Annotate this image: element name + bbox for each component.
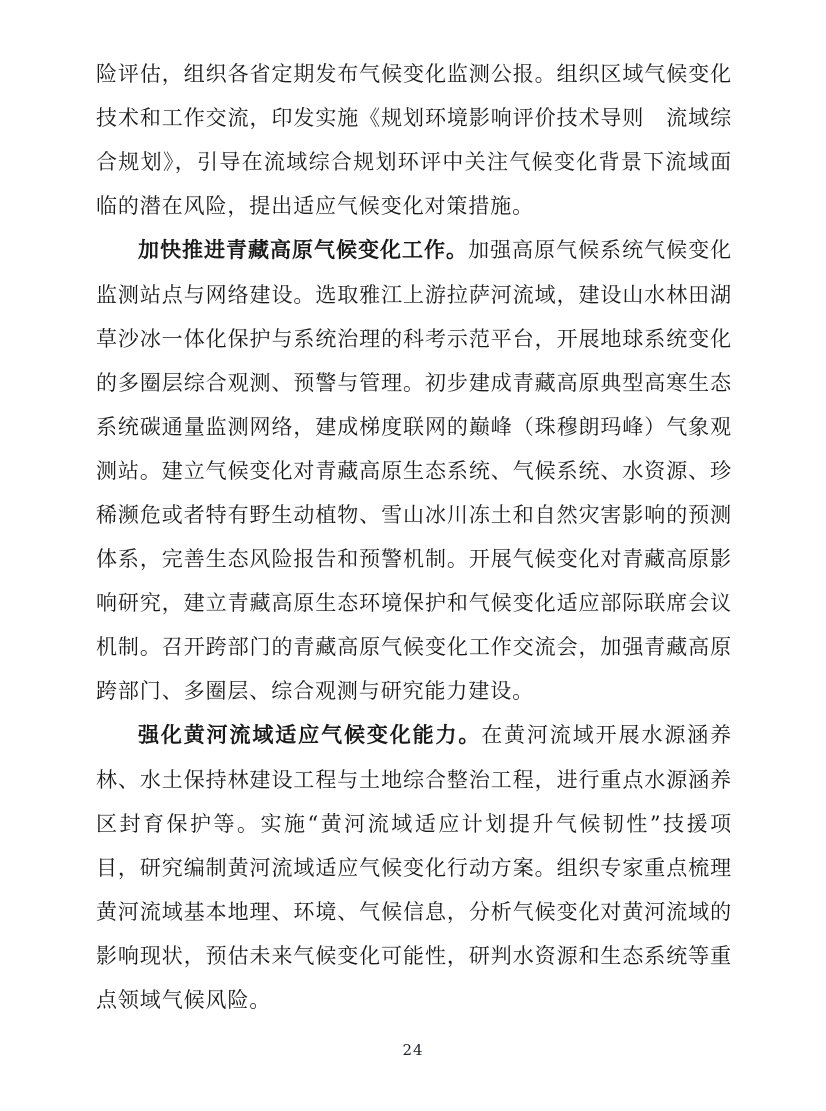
paragraph-lead-heading: 加快推进青藏高原气候变化工作。 xyxy=(138,239,469,262)
page-number: 24 xyxy=(402,1041,424,1059)
document-body xyxy=(96,52,732,1022)
page-footer xyxy=(0,1040,826,1059)
paragraph-text: 加强高原气候系统气候变化监测站点与网络建设。选取雅江上游拉萨河流域，建设山水林田湖草沙冰一体化保护与系统治理的科考示范平台，开展地球系统变化的多圈层综合观测、预警与管理。初步建成青藏高原典型高寒生态系统碳通量监测网络，建成梯度联网的巅峰（珠穆朗玛峰）气象观测站。建立气候变化对青藏高原生态系统、气候系统、水资源、珍稀濒危或者特有野生动植物、雪山冰川冻土和自然灾害影响的预测体系，完善生态风险报告和预警机制。开展气候变化对青藏高原影响研究，建立青藏高原生态环境保护和气候变化适应部际联席会议机制。召开跨部门的青藏高原气候变化工作交流会，加强青藏高原跨部门、多圈层、综合观测与研究能力建设。 xyxy=(96,238,732,703)
paragraph xyxy=(96,228,732,713)
paragraph xyxy=(96,52,732,228)
paragraph xyxy=(96,713,732,1022)
paragraph-text: 险评估，组织各省定期发布气候变化监测公报。组织区域气候变化技术和工作交流，印发实施《规划环境影响评价技术导则 流域综合规划》，引导在流域综合规划环评中关注气候变化背景下流域面临的潜在风险，提出适应气候变化对策措施。 xyxy=(96,62,732,218)
paragraph-text: 在黄河流域开展水源涵养林、水土保持林建设工程与土地综合整治工程，进行重点水源涵养区封育保护等。实施“黄河流域适应计划提升气候韧性”技援项目，研究编制黄河流域适应气候变化行动方案。组织专家重点梳理黄河流域基本地理、环境、气候信息，分析气候变化对黄河流域的影响现状，预估未来气候变化可能性，研判水资源和生态系统等重点领域气候风险。 xyxy=(96,723,733,1012)
paragraph-lead-heading: 强化黄河流域适应气候变化能力。 xyxy=(138,724,482,747)
